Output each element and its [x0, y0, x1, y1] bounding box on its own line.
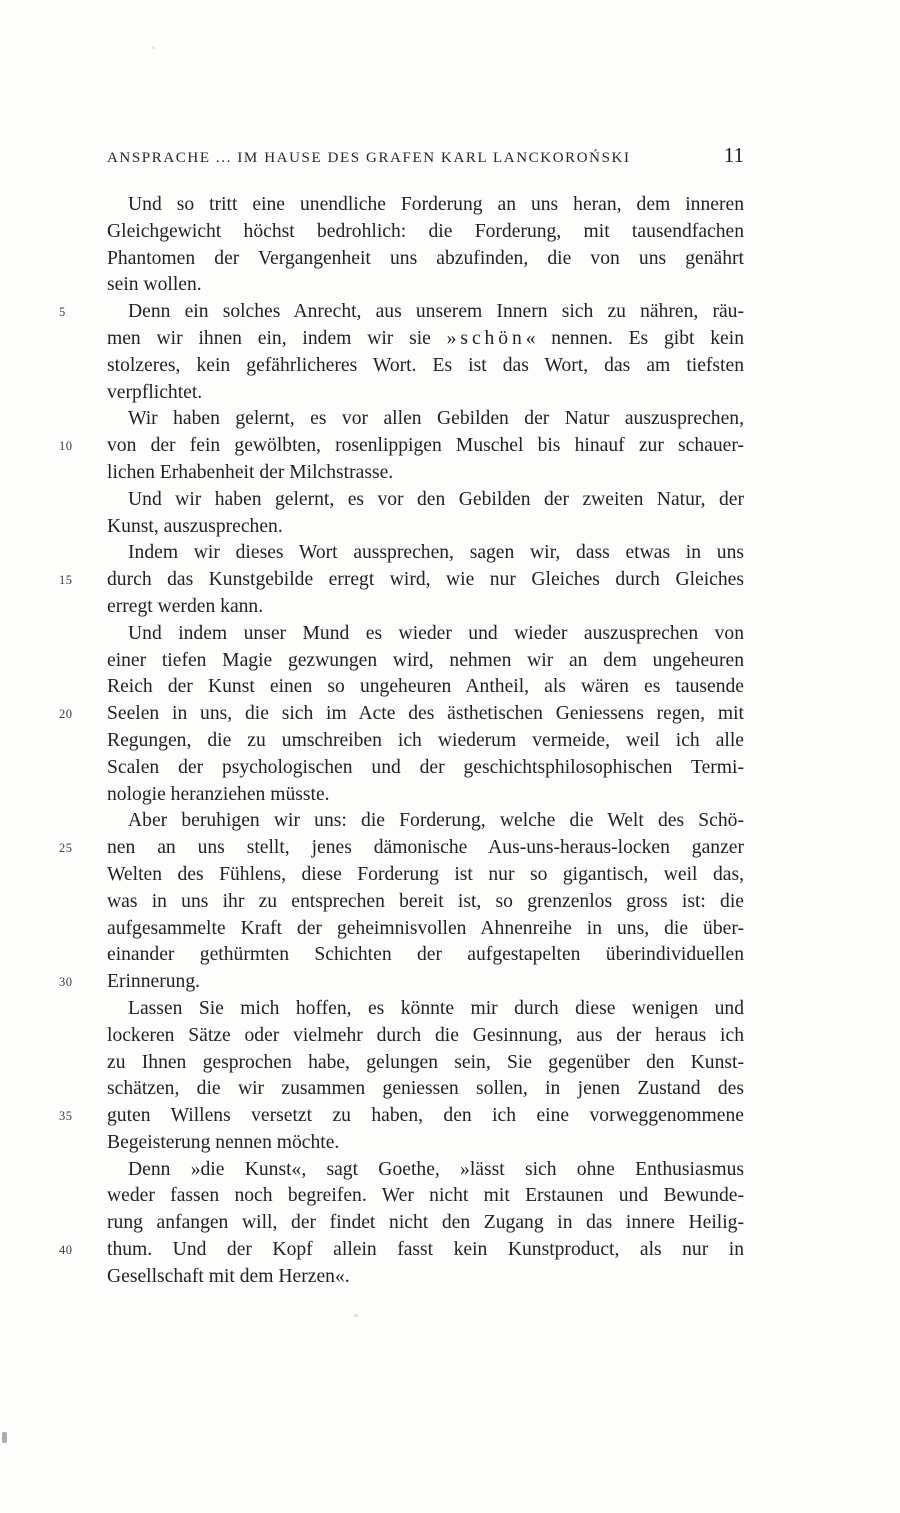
line-text: Kunst, auszusprechen. — [107, 515, 283, 537]
line-text: lichen Erhabenheit der Milchstrasse. — [107, 461, 394, 483]
line-text: lockeren Sätze oder vielmehr durch die Gesinnung, aus der heraus ich — [107, 1024, 744, 1046]
page-number: 11 — [723, 143, 744, 167]
text-line — [59, 567, 744, 594]
text-line — [59, 433, 744, 460]
text-line — [107, 514, 744, 541]
text-line — [107, 192, 744, 219]
text-line — [59, 969, 744, 996]
line-text: erregt werden kann. — [107, 595, 264, 617]
line-text: Gesellschaft mit dem Herzen«. — [107, 1265, 350, 1287]
line-text: Und indem unser Mund es wieder und wieder auszusprechen von — [128, 622, 744, 644]
page-header — [107, 143, 744, 168]
text-block — [59, 192, 744, 1291]
line-text: durch das Kunstgebilde erregt wird, wie nur Gleiches durch Gleiches — [107, 569, 744, 591]
text-line — [107, 487, 744, 514]
text-line — [107, 540, 744, 567]
line-text: Phantomen der Vergangenheit uns abzufinden, die von uns genährt — [107, 247, 744, 269]
running-title: ANSPRACHE ... IM HAUSE DES GRAFEN KARL LANCKOROŃSKI — [107, 150, 631, 166]
text-line — [59, 1103, 744, 1130]
line-text: von der fein gewölbten, rosenlippigen Muschel bis hinauf zur schauer- — [107, 435, 744, 457]
line-text: sein wollen. — [107, 274, 202, 296]
line-text: Denn »die Kunst«, sagt Goethe, »lässt sich ohne Enthusiasmus — [128, 1158, 744, 1180]
text-line — [107, 728, 744, 755]
line-text: Wir haben gelernt, es vor allen Gebilden der Natur auszusprechen, — [128, 408, 744, 430]
line-number: 40 — [59, 1243, 73, 1258]
text-line — [107, 1130, 744, 1157]
line-text: nologie heranziehen müsste. — [107, 783, 330, 805]
text-line — [107, 353, 744, 380]
text-line — [59, 1237, 744, 1264]
line-text: Aber beruhigen wir uns: die Forderung, welche die Welt des Schö- — [128, 810, 744, 832]
text-line — [107, 1076, 744, 1103]
line-text: schätzen, die wir zusammen geniessen sollen, in jenen Zustand des — [107, 1078, 744, 1100]
text-line — [107, 782, 744, 809]
line-text: Regungen, die zu umschreiben ich wiederum vermeide, weil ich alle — [107, 729, 744, 751]
text-line — [107, 246, 744, 273]
line-text: einer tiefen Magie gezwungen wird, nehmen wir an dem ungeheuren — [107, 649, 744, 671]
line-text: Reich der Kunst einen so ungeheuren Antheil, als wären es tausende — [107, 676, 744, 698]
line-text: Gleichgewicht höchst bedrohlich: die Forderung, mit tausendfachen — [107, 220, 744, 242]
text-line — [107, 862, 744, 889]
line-text: Welten des Fühlens, diese Forderung ist nur so gigantisch, weil das, — [107, 863, 744, 885]
line-number: 20 — [59, 707, 73, 722]
line-number: 30 — [59, 975, 73, 990]
text-line — [107, 648, 744, 675]
line-text: Indem wir dieses Wort aussprechen, sagen wir, dass etwas in uns — [128, 542, 744, 564]
line-number: 5 — [59, 305, 66, 320]
text-line — [107, 219, 744, 246]
text-line — [107, 996, 744, 1023]
text-line — [107, 755, 744, 782]
line-number: 35 — [59, 1109, 73, 1124]
text-line — [59, 701, 744, 728]
line-text: Erinnerung. — [107, 971, 201, 993]
line-text: men wir ihnen ein, indem wir sie » s c h ö n « nennen. Es gibt kein — [107, 327, 744, 349]
text-line — [107, 1210, 744, 1237]
line-text: einander gethürmten Schichten der aufgestapelten überindividuellen — [107, 944, 744, 966]
line-text: Denn ein solches Anrecht, aus unserem Innern sich zu nähren, räu- — [128, 301, 744, 323]
text-line — [107, 1157, 744, 1184]
text-line — [107, 808, 744, 835]
line-text: aufgesammelte Kraft der geheimnisvollen Ahnenreihe in uns, die über- — [107, 917, 744, 939]
line-text: zu Ihnen gesprochen habe, gelungen sein, Sie gegenüber den Kunst- — [107, 1051, 744, 1073]
line-number: 25 — [59, 841, 73, 856]
line-text: Scalen der psychologischen und der geschichtsphilosophischen Termi- — [107, 756, 744, 778]
text-line — [107, 326, 744, 353]
line-text: Und so tritt eine unendliche Forderung an uns heran, dem inneren — [128, 194, 744, 215]
line-text: guten Willens versetzt zu haben, den ich eine vorweggenommene — [107, 1105, 744, 1127]
line-number: 15 — [59, 573, 73, 588]
scan-speck — [2, 1432, 7, 1443]
text-line — [107, 889, 744, 916]
line-text: Begeisterung nennen möchte. — [107, 1131, 340, 1153]
line-number: 10 — [59, 439, 73, 454]
line-text: Und wir haben gelernt, es vor den Gebilden der zweiten Natur, der — [128, 488, 744, 510]
line-text: rung anfangen will, der findet nicht den Zugang in das innere Heilig- — [107, 1212, 744, 1234]
text-line — [107, 406, 744, 433]
scan-speck — [354, 1314, 358, 1317]
text-line — [107, 380, 744, 407]
line-text: stolzeres, kein gefährlicheres Wort. Es ist das Wort, das am tiefsten — [107, 354, 744, 376]
text-line — [107, 942, 744, 969]
line-text: was in uns ihr zu entsprechen bereit ist, so grenzenlos gross ist: die — [107, 890, 744, 912]
text-line — [107, 1050, 744, 1077]
text-line — [107, 1264, 744, 1291]
line-text: thum. Und der Kopf allein fasst kein Kunstproduct, als nur in — [107, 1239, 744, 1261]
text-line — [107, 1183, 744, 1210]
line-text: verpflichtet. — [107, 381, 203, 403]
scan-speck — [152, 46, 155, 49]
line-text: Lassen Sie mich hoffen, es könnte mir durch diese wenigen und — [128, 997, 744, 1019]
text-line — [59, 835, 744, 862]
text-line — [107, 272, 744, 299]
text-line — [107, 674, 744, 701]
line-text: weder fassen noch begreifen. Wer nicht mit Erstaunen und Bewunde- — [107, 1185, 744, 1207]
text-line — [59, 299, 744, 326]
text-line — [107, 460, 744, 487]
text-line — [107, 621, 744, 648]
line-text: nen an uns stellt, jenes dämonische Aus-uns-heraus-locken ganzer — [107, 837, 744, 859]
text-line — [107, 594, 744, 621]
line-text: Seelen in uns, die sich im Acte des ästhetischen Geniessens regen, mit — [107, 703, 744, 725]
text-line — [107, 916, 744, 943]
text-line — [107, 1023, 744, 1050]
